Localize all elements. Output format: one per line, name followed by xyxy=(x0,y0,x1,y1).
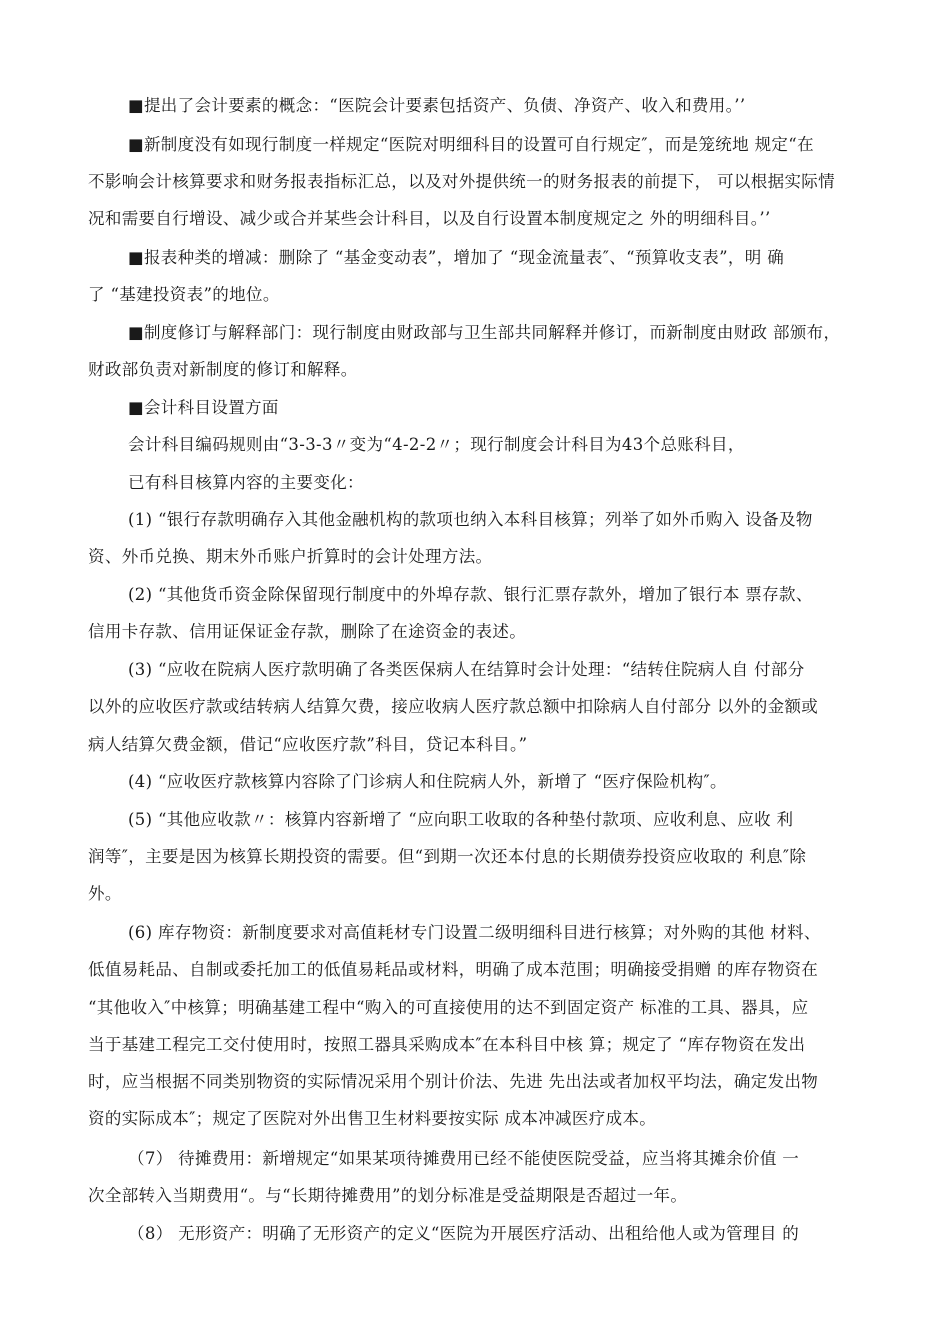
text-line: ■会计科目设置方面 xyxy=(128,398,279,417)
text-line: (1) “银行存款明确存入其他金融机构的款项也纳入本科目核算；列举了如外币购入 设备及物 xyxy=(128,510,813,529)
text-line: 不影响会计核算要求和财务报表指标汇总，以及对外提供统一的财务报表的前提下， 可以根据实际情 xyxy=(88,172,835,191)
text-line: 资、外币兑换、期末外币账户折算时的会计处理方法。 xyxy=(88,547,493,566)
text-line: （8） 无形资产：明确了无形资产的定义“医院为开展医疗活动、出租给他人或为管理目 的 xyxy=(128,1224,800,1243)
text-line: (4) “应收医疗款核算内容除了门诊病人和住院病人外，新增了 “医疗保险机构″。 xyxy=(128,772,727,791)
text-line: 资的实际成本″；规定了医院对外出售卫生材料要按实际 成本冲减医疗成本。 xyxy=(88,1109,657,1128)
text-line: ■新制度没有如现行制度一样规定“医院对明细科目的设置可自行规定″，而是笼统地 规定“在 xyxy=(128,135,814,154)
text-line: 会计科目编码规则由“3-3-3〃变为“4-2-2〃；现行制度会计科目为43个总账科目， xyxy=(128,435,745,454)
text-line: (2) “其他货币资金除保留现行制度中的外埠存款、银行汇票存款外，增加了银行本 票存款、 xyxy=(128,585,813,604)
text-line: 况和需要自行增设、减少或合并某些会计科目，以及自行设置本制度规定之 外的明细科目。’’ xyxy=(88,209,771,228)
text-line: 低值易耗品、自制或委托加工的低值易耗品或材料，明确了成本范围；明确接受捐赠 的库存物资在 xyxy=(88,960,819,979)
text-line: (6) 库存物资：新制度要求对高值耗材专门设置二级明细科目进行核算；对外购的其他 材料、 xyxy=(128,923,821,942)
text-line: “其他收入″中核算；明确基建工程中“购入的可直接使用的达不到固定资产 标准的工具、器具，应 xyxy=(88,998,809,1017)
text-line: 润等″，主要是因为核算长期投资的需要。但“到期一次还本付息的长期债券投资应收取的 利息″除 xyxy=(88,847,807,866)
text-line: ■提出了会计要素的概念：“医院会计要素包括资产、负债、净资产、收入和费用。’’ xyxy=(128,96,746,115)
text-line: 以外的应收医疗款或结转病人结算欠费，接应收病人医疗款总额中扣除病人自付部分 以外的金额或 xyxy=(88,697,819,716)
text-line: ■报表种类的增减：删除了 “基金变动表”，增加了 “现金流量表″、“预算收支表”，明 确 xyxy=(128,248,785,267)
text-line: 信用卡存款、信用证保证金存款，删除了在途资金的表述。 xyxy=(88,622,527,641)
text-line: 财政部负责对新制度的修订和解释。 xyxy=(88,360,358,379)
text-line: （7） 待摊费用：新增规定“如果某项待摊费用已经不能使医院受益，应当将其摊余价值 一 xyxy=(128,1149,800,1168)
text-line: 当于基建工程完工交付使用时，按照工器具采购成本″在本科目中核 算；规定了 “库存物资在发出 xyxy=(88,1035,806,1054)
text-line: 病人结算欠费金额，借记“应收医疗款”科目，贷记本科目。” xyxy=(88,735,528,754)
text-line: 外。 xyxy=(88,884,122,903)
text-line: 已有科目核算内容的主要变化： xyxy=(128,473,364,492)
text-line: 次全部转入当期费用“。与“长期待摊费用”的划分标准是受益期限是否超过一年。 xyxy=(88,1186,688,1205)
text-line: ■制度修订与解释部门：现行制度由财政部与卫生部共同解释并修订，而新制度由财政 部颁布， xyxy=(128,323,841,342)
text-line: 了 “基建投资表”的地位。 xyxy=(88,285,280,304)
text-line: (5) “其他应收款〃：核算内容新增了 “应向职工收取的各种垫付款项、应收利息、应收 利 xyxy=(128,810,794,829)
text-line: (3) “应收在院病人医疗款明确了各类医保病人在结算时会计处理：“结转住院病人自 付部分 xyxy=(128,660,805,679)
text-line: 时，应当根据不同类别物资的实际情况采用个别计价法、先进 先出法或者加权平均法，确定发出物 xyxy=(88,1072,819,1091)
